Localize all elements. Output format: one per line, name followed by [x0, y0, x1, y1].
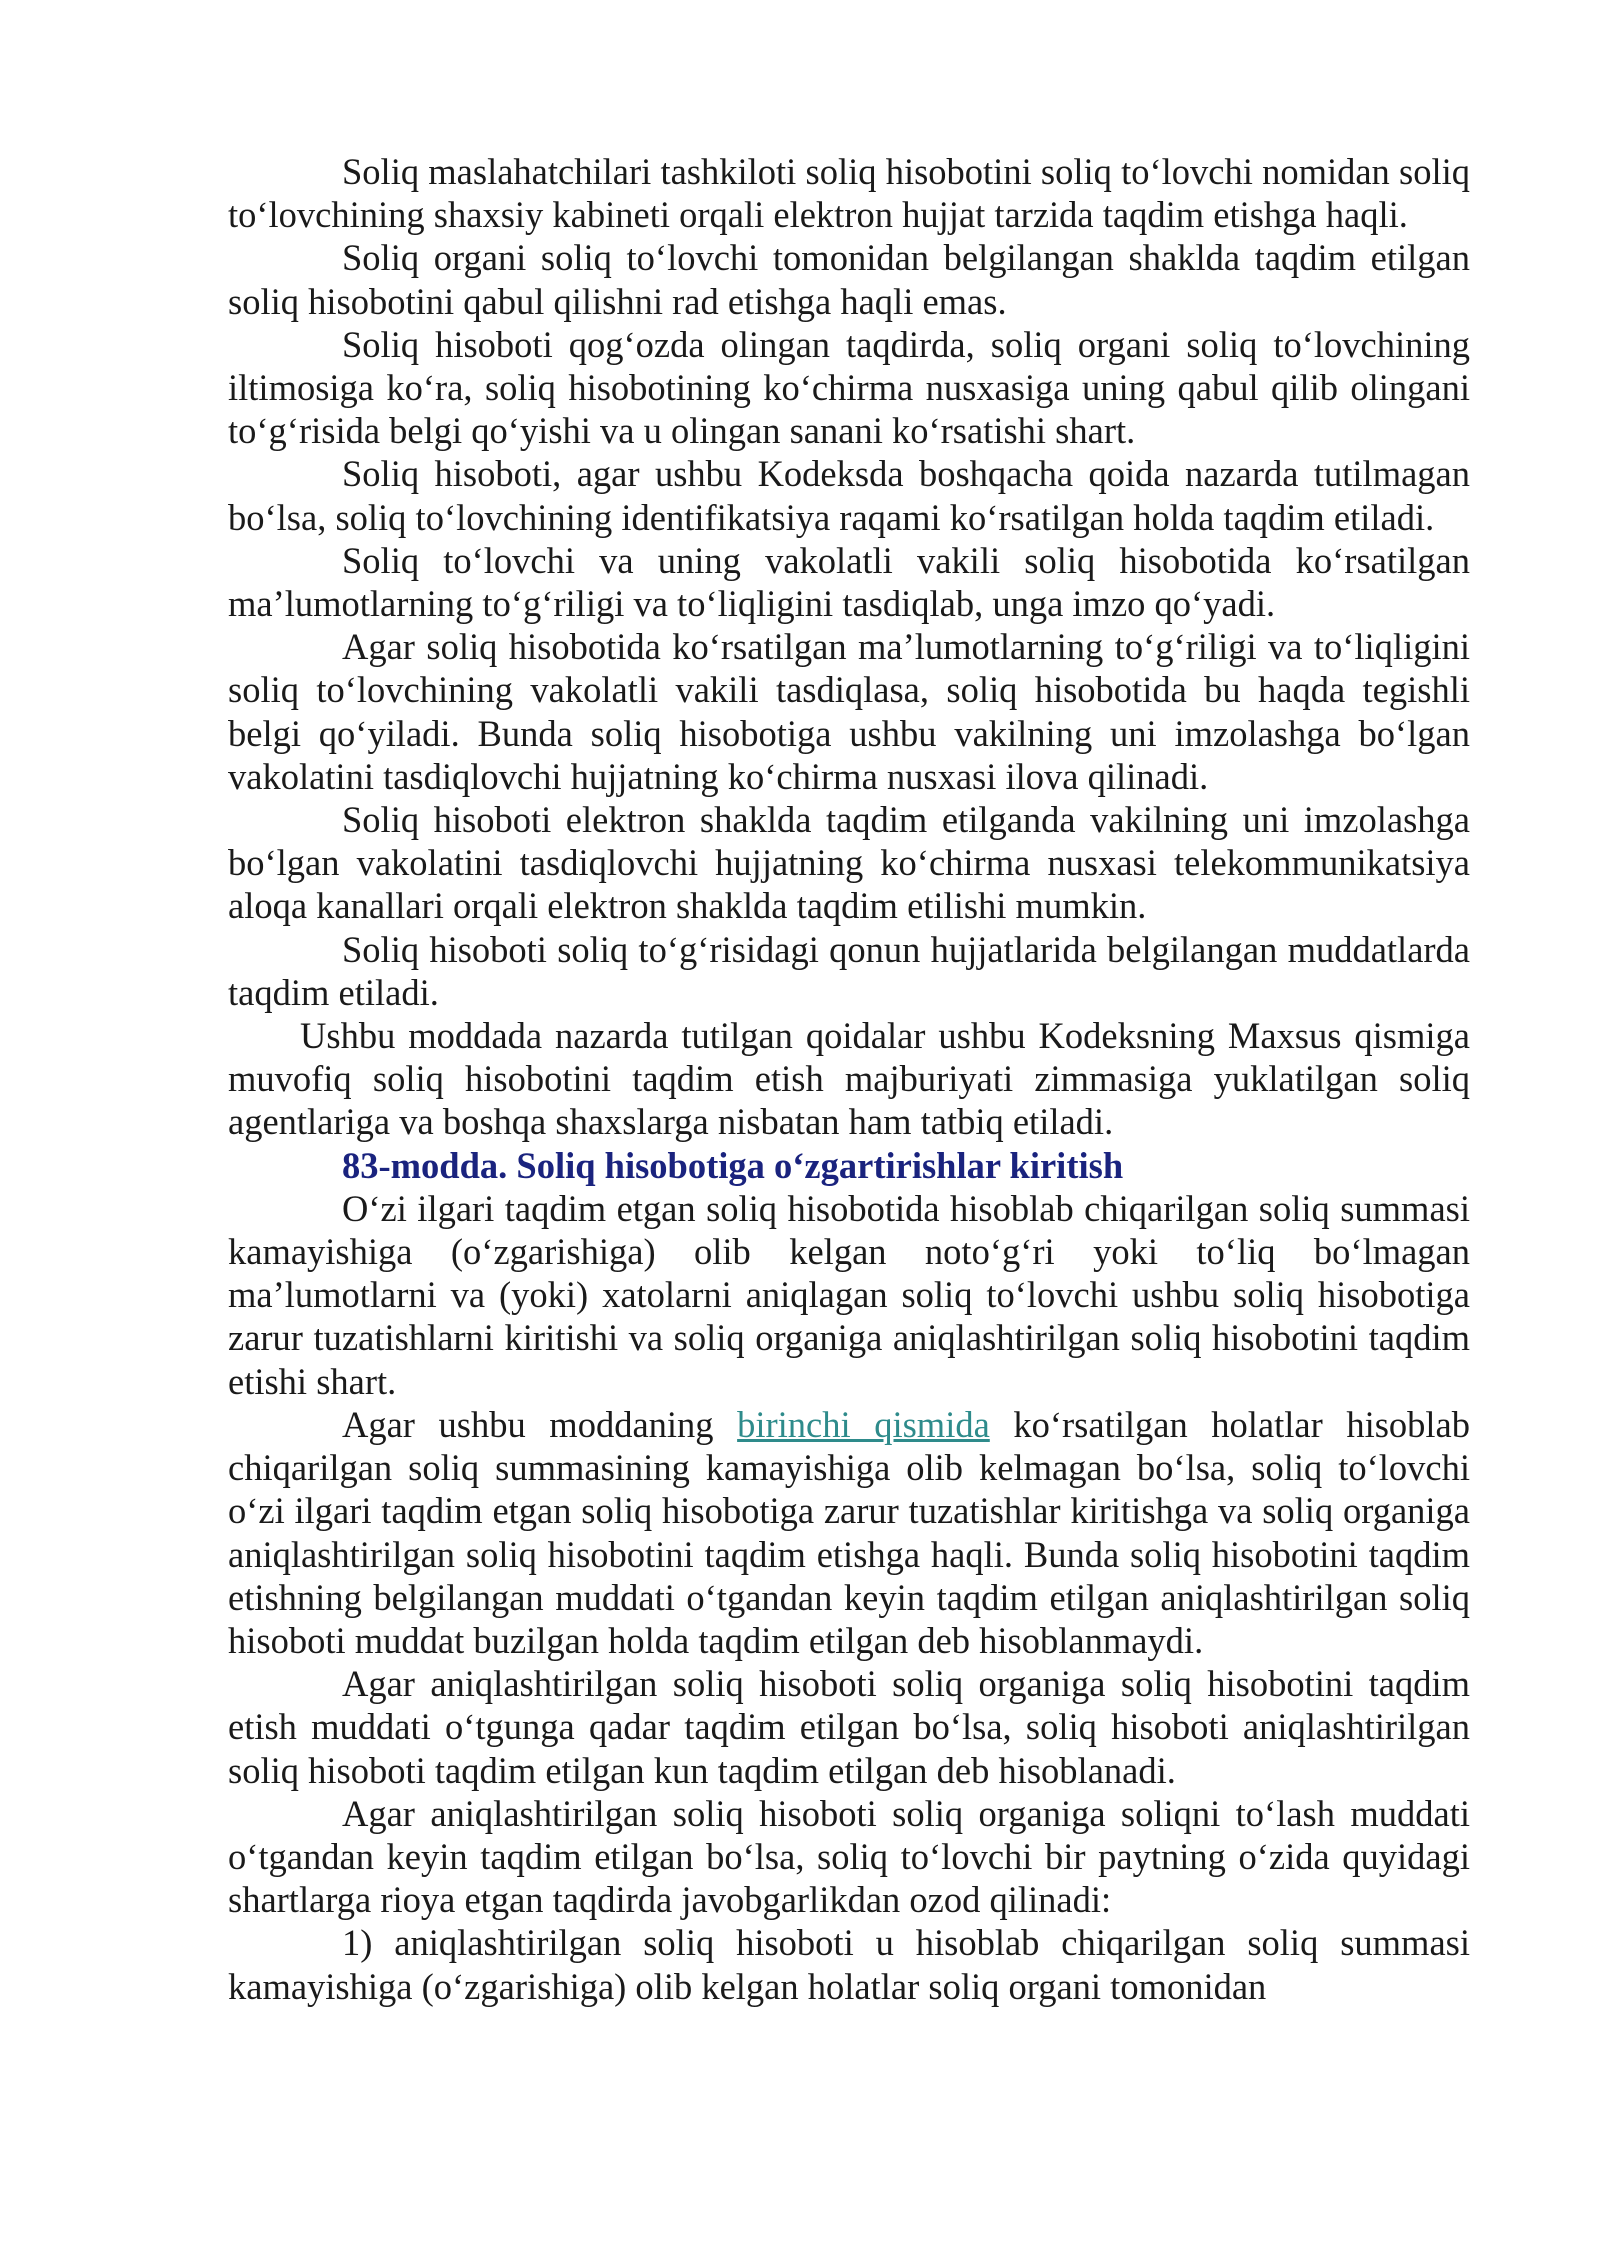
paragraph: Soliq to‘lovchi va uning vakolatli vakili soliq hisobotida ko‘rsatilgan ma’lumotlarning to‘g‘riligi va to‘liqligini tasdiqlab, unga imzo qo‘yadi.: [228, 539, 1470, 625]
paragraph: Soliq hisoboti, agar ushbu Kodeksda boshqacha qoida nazarda tutilmagan bo‘lsa, soliq to‘lovchining identifikatsiya raqami ko‘rsatilgan holda taqdim etiladi.: [228, 453, 1470, 538]
paragraph: 1) aniqlashtirilgan soliq hisoboti u hisoblab chiqarilgan soliq summasi kamayishiga (o‘zgarishiga) olib kelgan holatlar soliq organi tomonidan: [228, 1922, 1470, 2007]
first-part-link[interactable]: birinchi qismida: [737, 1403, 990, 1445]
article-heading: 83-modda. Soliq hisobotiga o‘zgartirishlar kiritish: [342, 1144, 1124, 1186]
paragraph-with-link: [228, 1403, 1470, 1662]
paragraph: Ushbu moddada nazarda tutilgan qoidalar ushbu Kodeksning Maxsus qismiga muvofiq soliq hisobotini taqdim etish majburiyati zimmasiga yuklatilgan soliq agentlariga va boshqa shaxslarga nisbatan ham tatbiq etiladi.: [228, 1015, 1470, 1143]
paragraph: Soliq hisoboti soliq to‘g‘risidagi qonun hujjatlarida belgilangan muddatlarda taqdim etiladi.: [228, 928, 1470, 1013]
document-page: [228, 150, 1470, 2008]
paragraph-text: Agar ushbu moddaning: [342, 1403, 738, 1445]
paragraph: Soliq organi soliq to‘lovchi tomonidan belgilangan shaklda taqdim etilgan soliq hisobotini qabul qilishni rad etishga haqli emas.: [228, 237, 1470, 322]
paragraph-text: ko‘rsatilgan holatlar hisoblab chiqarilgan soliq summasining kamayishiga olib kelmagan bo‘lsa, soliq to‘lovchi o‘zi ilgari taqdim etgan soliq hisobotiga zarur tuzatishlar kiritishga va soliq organiga aniqlashtirilgan soliq hisobotini taqdim etishga haqli. Bunda soliq hisobotini taqdim etishning belgilangan muddati o‘tgandan keyin taqdim etilgan aniqlashtirilgan soliq hisoboti muddat buzilgan holda taqdim etilgan deb hisoblanmaydi.: [228, 1403, 1470, 1661]
paragraph: Soliq maslahatchilari tashkiloti soliq hisobotini soliq to‘lovchi nomidan soliq to‘lovchining shaxsiy kabineti orqali elektron hujjat tarzida taqdim etishga haqli.: [228, 151, 1470, 236]
paragraph: Soliq hisoboti qog‘ozda olingan taqdirda, soliq organi soliq to‘lovchining iltimosiga ko‘ra, soliq hisobotining ko‘chirma nusxasiga uning qabul qilib olingani to‘g‘risida belgi qo‘yishi va u olingan sanani ko‘rsatishi shart.: [228, 323, 1470, 452]
paragraph: O‘zi ilgari taqdim etgan soliq hisobotida hisoblab chiqarilgan soliq summasi kamayishiga (o‘zgarishiga) olib kelgan noto‘g‘ri yoki to‘liq bo‘lmagan ma’lumotlarni va (yoki) xatolarni aniqlagan soliq to‘lovchi ushbu soliq hisobotiga zarur tuzatishlarni kiritishi va soliq organiga aniqlashtirilgan soliq hisobotini taqdim etishi shart.: [228, 1187, 1470, 1402]
paragraph: Agar aniqlashtirilgan soliq hisoboti soliq organiga soliq hisobotini taqdim etish muddati o‘tgunga qadar taqdim etilgan bo‘lsa, soliq hisoboti aniqlashtirilgan soliq hisoboti taqdim etilgan kun taqdim etilgan deb hisoblanadi.: [228, 1663, 1470, 1791]
paragraph: Agar soliq hisobotida ko‘rsatilgan ma’lumotlarning to‘g‘riligi va to‘liqligini soliq to‘lovchining vakolatli vakili tasdiqlasa, soliq hisobotida bu haqda tegishli belgi qo‘yiladi. Bunda soliq hisobotiga ushbu vakilning uni imzolashga bo‘lgan vakolatini tasdiqlovchi hujjatning ko‘chirma nusxasi ilova qilinadi.: [228, 626, 1470, 797]
paragraph: Soliq hisoboti elektron shaklda taqdim etilganda vakilning uni imzolashga bo‘lgan vakolatini tasdiqlovchi hujjatning ko‘chirma nusxasi telekommunikatsiya aloqa kanallari orqali elektron shaklda taqdim etilishi mumkin.: [228, 799, 1470, 927]
paragraph: Agar aniqlashtirilgan soliq hisoboti soliq organiga soliqni to‘lash muddati o‘tgandan keyin taqdim etilgan bo‘lsa, soliq to‘lovchi bir paytning o‘zida quyidagi shartlarga rioya etgan taqdirda javobgarlikdan ozod qilinadi:: [228, 1792, 1470, 1921]
